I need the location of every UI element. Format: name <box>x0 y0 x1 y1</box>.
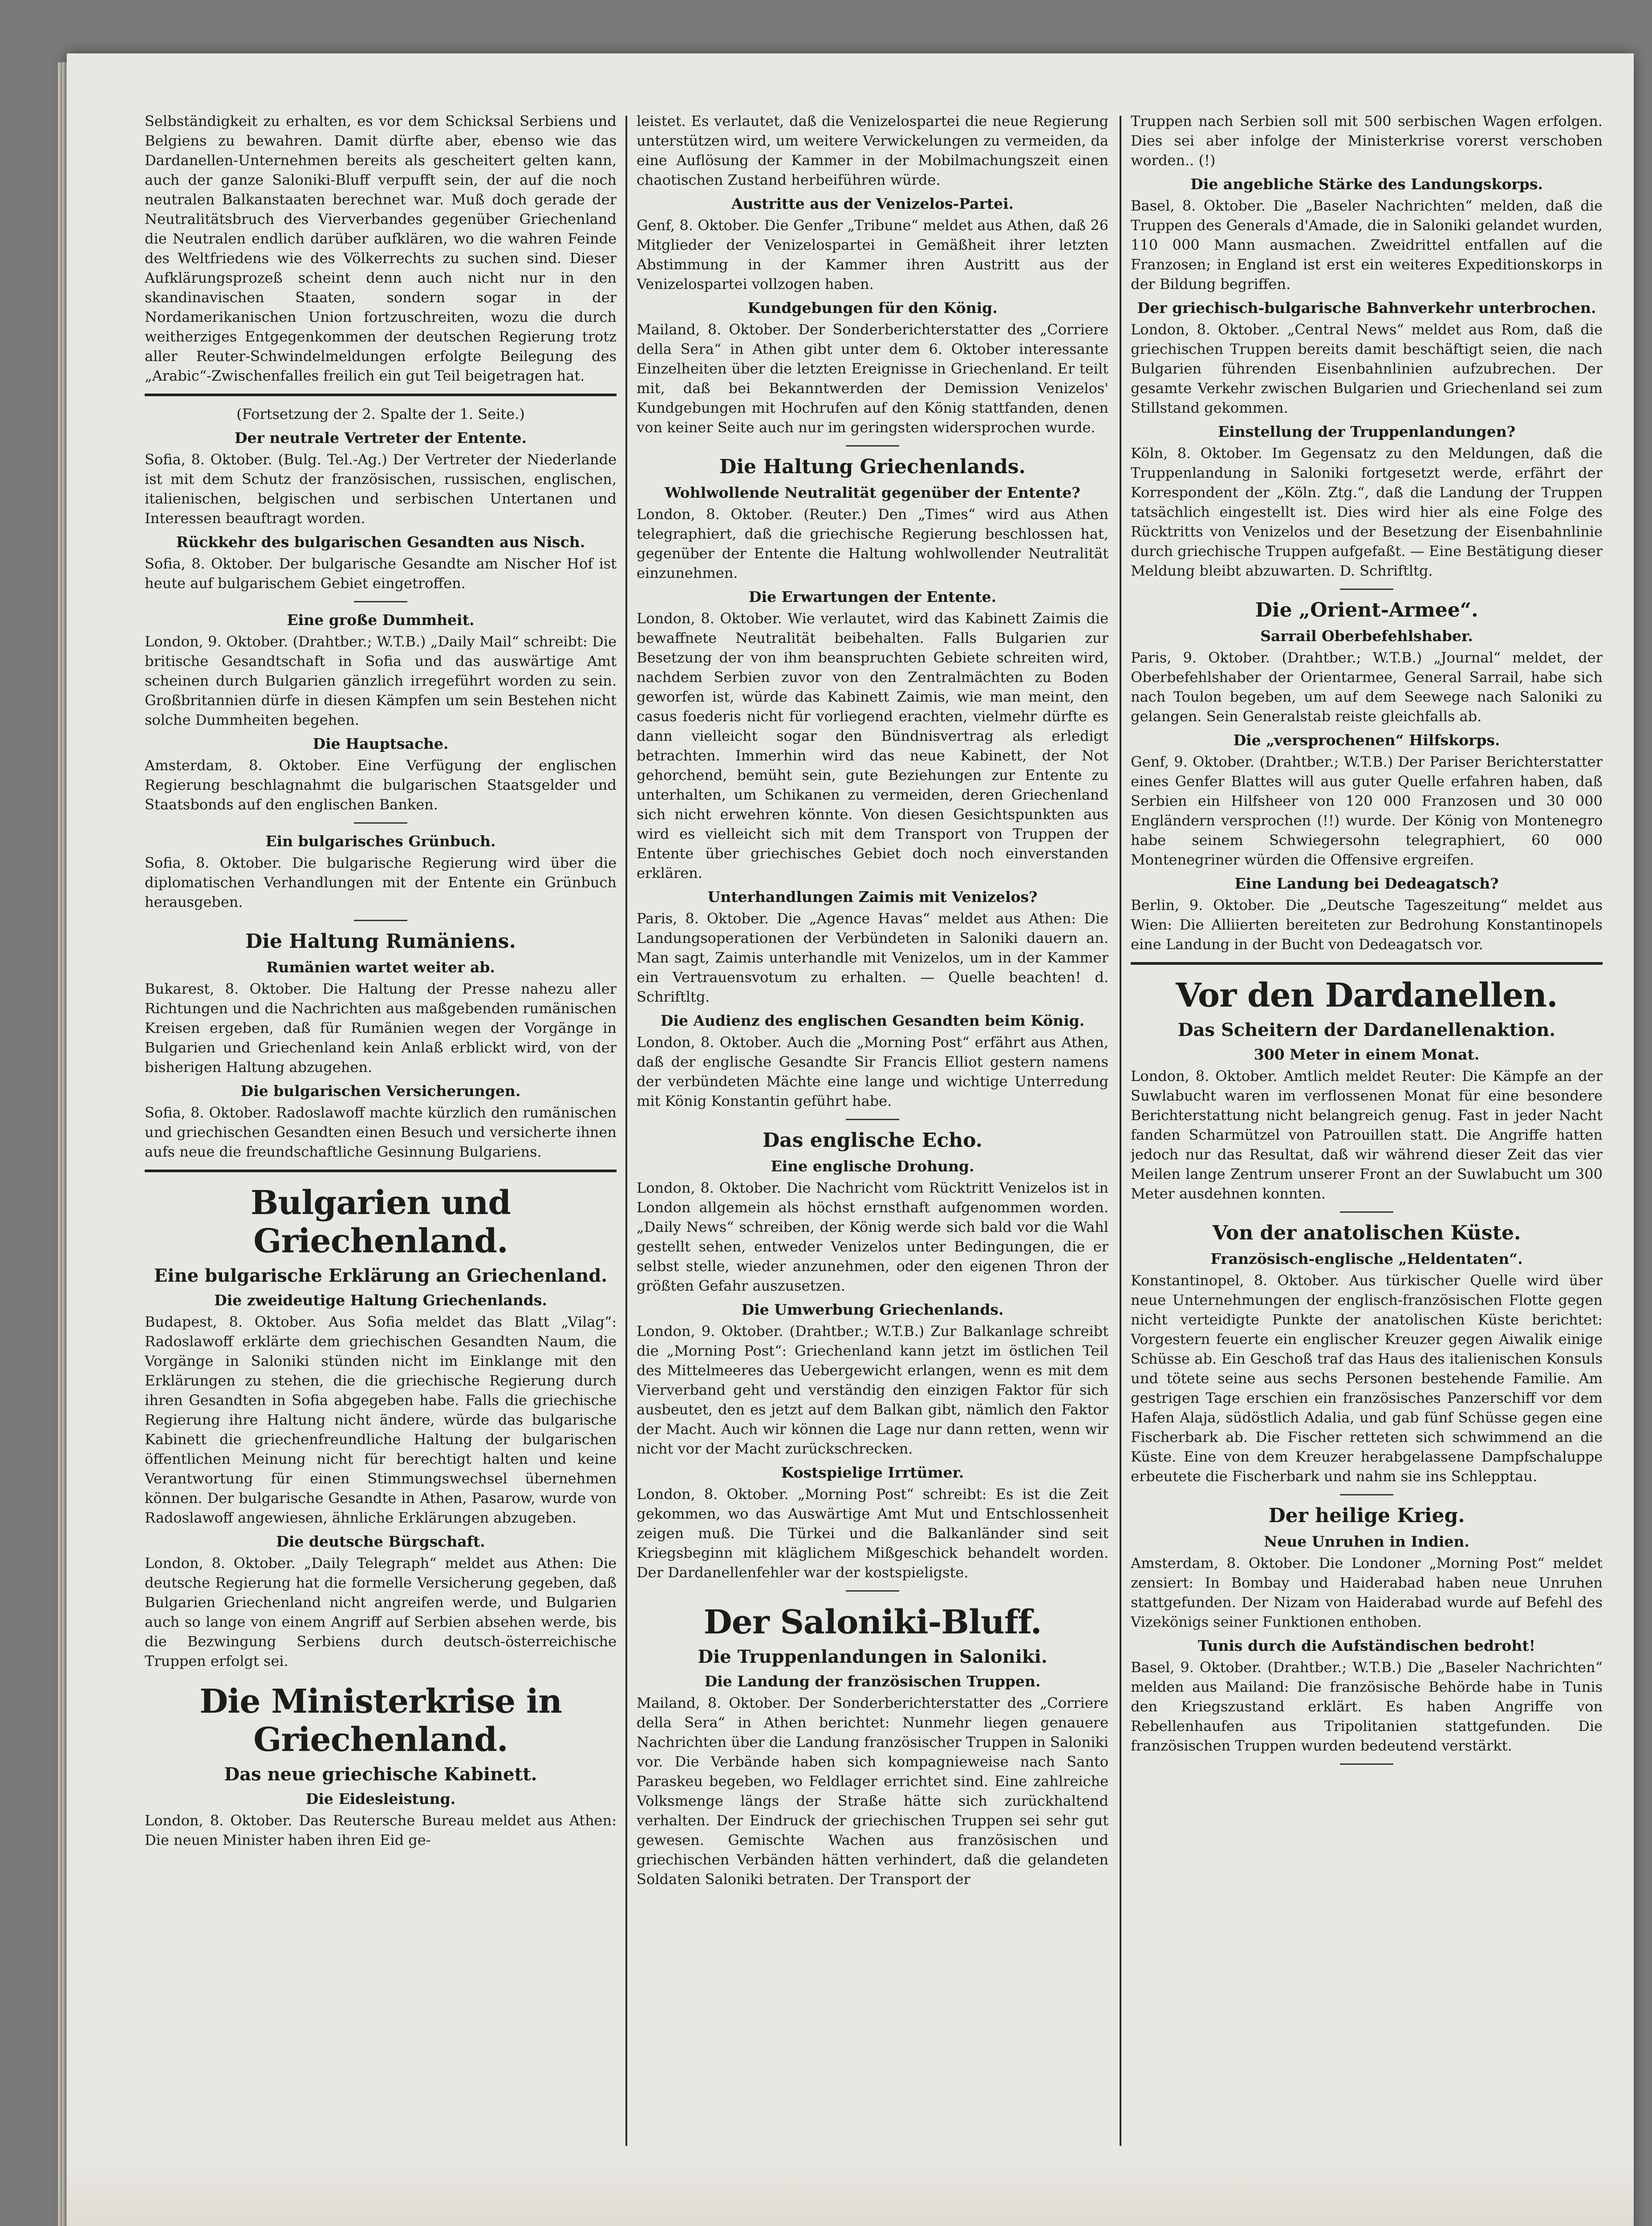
article-paragraph: Berlin, 9. Oktober. Die „Deutsche Tageszeitung“ meldet aus Wien: Die Alliierten bereiteten zur Bedrohung Konstantinopels eine Landung in der Bucht von Dedeagatsch vor. <box>1131 897 1603 953</box>
article-subheading: Der griechisch-bulgarische Bahnverkehr unterbrochen. <box>1137 299 1596 317</box>
article-paragraph: Basel, 9. Oktober. (Drahtber.; W.T.B.) Die „Baseler Nachrichten“ melden aus Mailand: Die französische Behörde habe in Tunis den Kriegszustand erklärt. Es haben Angriffe von Rebellenhaufen aus Tripolitanien stattgefunden. Die französischen Truppen wurden bedeutend verstärkt. <box>1131 1659 1603 1754</box>
headline-subtitle: Die Truppenlandungen in Saloniki. <box>698 1646 1047 1667</box>
section-heading: Der heilige Krieg. <box>1268 1504 1465 1527</box>
article-subheading: Kostspielige Irrtümer. <box>781 1464 964 1481</box>
short-divider <box>1340 1211 1393 1213</box>
article-paragraph: Amsterdam, 8. Oktober. Die Londoner „Morning Post“ meldet zensiert: In Bombay und Haiderabad haben neue Unruhen stattgefunden. Der Nizam von Haiderabad wurde auf Befehl des Vizekönigs seiner Funktionen enthoben. <box>1131 1555 1603 1630</box>
short-divider <box>354 601 407 602</box>
short-divider <box>354 822 407 824</box>
article-subheading: Neue Unruhen in Indien. <box>1264 1533 1469 1550</box>
article-paragraph: Basel, 8. Oktober. Die „Baseler Nachrichten“ melden, daß die Truppen des Generals d'Amade, die in Saloniki gelandet wurden, 110 000 Mann ausmachen. Zweidrittel entfallen auf die Franzosen; in England ist erst ein weiteres Expeditionskorps in der Bildung begriffen. <box>1131 197 1603 292</box>
article-subheading: Tunis durch die Aufständischen bedroht! <box>1197 1637 1536 1654</box>
headline: Bulgarien und Griechenland. <box>250 1184 511 1260</box>
article-paragraph: London, 9. Oktober. (Drahtber.; W.T.B.) „Daily Mail“ schreibt: Die britische Gesandtschaft in Sofia und das auswärtige Amt scheinen durch Bulgarien gänzlich irregeführt worden zu sein. Großbritannien dürfe in diesen Kämpfen um sein Bestehen nicht solche Dummheiten begehen. <box>145 633 617 728</box>
column-rule <box>625 116 627 2146</box>
article-paragraph: Bukarest, 8. Oktober. Die Haltung der Presse nahezu aller Richtungen und die Nachrichten aus maßgebenden rumänischen Kreisen ergeben, daß für Rumänien wegen der Vorgänge in Bulgarien und Griechenland kein Anlaß erblickt wird, von der bisherigen Haltung abzugehen. <box>145 980 617 1076</box>
article-paragraph: Genf, 8. Oktober. Die Genfer „Tribune“ meldet aus Athen, daß 26 Mitglieder der Venizelospartei in Gemäßheit ihrer letzten Abstimmung in der Kammer ihren Austritt aus der Venizelospartei vollzogen haben. <box>637 217 1108 292</box>
article-paragraph: Paris, 8. Oktober. Die „Agence Havas“ meldet aus Athen: Die Landungsoperationen der Verbündeten in Saloniki dauern an. Man sagt, Zaimis unterhandle mit Venizelos, um in der Kammer ein Vertrauensvotum zu erhalten. — Quelle beachten! d. Schriftltg. <box>637 910 1108 1005</box>
article-paragraph: London, 9. Oktober. (Drahtber.; W.T.B.) Zur Balkanlage schreibt die „Morning Post“: Griechenland kann jetzt im östlichen Teil des Mittelmeeres das Uebergewicht erlangen, wenn es mit dem Vierverband geht und verständig den einzigen Faktor für sich ausbeutet, den es jetzt auf dem Balkan gibt, nämlich den Faktor der Macht. Auch wir können die Lage nur dann retten, wenn wir nicht vor der Macht zurückschrecken. <box>637 1323 1108 1457</box>
article-subheading: Französisch-englische „Heldentaten“. <box>1210 1250 1523 1267</box>
article-paragraph: Sofia, 8. Oktober. Radoslawoff machte kürzlich den rumänischen und griechischen Gesandten einen Besuch und versicherte ihnen aufs neue die freundschaftliche Gesinnung Bulgariens. <box>145 1104 617 1160</box>
article-paragraph: London, 8. Oktober. Auch die „Morning Post“ erfährt aus Athen, daß der englische Gesandte Sir Francis Elliot gestern namens der verbündeten Mächte eine lange und wichtige Unterredung mit König Konstantin geführt habe. <box>637 1034 1108 1109</box>
short-divider <box>1340 589 1393 590</box>
section-heading: Die Haltung Griechenlands. <box>719 455 1026 478</box>
article-subheading: Eine englische Drohung. <box>771 1158 974 1175</box>
column-rule <box>1120 116 1121 2146</box>
article-paragraph: leistet. Es verlautet, daß die Venizelospartei die neue Regierung unterstützen wird, um weitere Verwickelungen zu vermeiden, da eine Auflösung der Kammer in der Mobilmachungszeit einen chaotischen Zustand herbeiführen würde. <box>637 113 1108 188</box>
section-heading: Die „Orient-Armee“. <box>1255 599 1478 621</box>
article-subheading: Einstellung der Truppenlandungen? <box>1218 423 1516 440</box>
article-subheading: Die Landung der französischen Truppen. <box>704 1673 1041 1690</box>
article-paragraph: Sofia, 8. Oktober. (Bulg. Tel.-Ag.) Der Vertreter der Niederlande ist mit dem Schutz der französischen, russischen, englischen, italienischen, belgischen und serbischen Untertanen und Interessen beauftragt worden. <box>145 451 617 527</box>
continuation-note: (Fortsetzung der 2. Spalte der 1. Seite.) <box>236 406 525 422</box>
article-paragraph: Konstantinopel, 8. Oktober. Aus türkischer Quelle wird über neue Unternehmungen der englisch-französischen Flotte gegen nicht verteidigte Punkte der anatolischen Küste berichtet: Vorgestern feuerte ein englischer Kreuzer gegen Aiwalik einige Schüsse ab. Ein Geschoß traf das Haus des italienischen Konsuls und tötete seine aus sechs Personen bestehende Familie. Am gestrigen Tage erschien ein französisches Panzerschiff vor dem Hafen Alaja, südöstlich Adalia, und gab fünf Schüsse gegen eine Fischerbark ab. Die Fischer retteten sich schwimmend an die Küste. Eine von dem Kreuzer herabgelassene Dampfschaluppe erbeutete die Fischerbark und nahm sie ins Schlepptau. <box>1131 1272 1603 1485</box>
article-paragraph: Truppen nach Serbien soll mit 500 serbischen Wagen erfolgen. Dies sei aber infolge der Ministerkrise vorerst verschoben worden.. (!) <box>1131 113 1603 169</box>
article-paragraph: Sofia, 8. Oktober. Die bulgarische Regierung wird über die diplomatischen Verhandlungen mit der Entente ein Grünbuch herausgeben. <box>145 854 617 910</box>
article-paragraph: Budapest, 8. Oktober. Aus Sofia meldet das Blatt „Vilag“: Radoslawoff erklärte dem griechischen Gesandten Naum, die Vorgänge in Saloniki stünden nicht im Einklange mit den Erklärungen zu stehen, die die griechische Regierung durch ihren Gesandten in Sofia abgegeben habe. Falls die griechische Regierung ihre Haltung nicht ändere, würde das bulgarische Kabinett die griechenfreundliche Haltung der bulgarischen öffentlichen Meinung nicht für berechtigt halten und keine Verantwortung für einen Stimmungswechsel übernehmen können. Der bulgarische Gesandte in Athen, Pasarow, wurde von Radoslawoff angewiesen, ähnliche Erklärungen abzugeben. <box>145 1313 617 1526</box>
short-divider <box>846 1590 899 1592</box>
article-subheading: Ein bulgarisches Grünbuch. <box>265 833 496 850</box>
headline: Vor den Dardanellen. <box>1176 976 1558 1015</box>
article-subheading: Wohlwollende Neutralität gegenüber der Entente? <box>665 484 1080 501</box>
article-paragraph: Genf, 9. Oktober. (Drahtber.; W.T.B.) Der Pariser Berichterstatter eines Genfer Blattes will aus guter Quelle erfahren haben, daß Serbien ein Hilfsheer von 120 000 Franzosen und 30 000 Engländern versprochen (!!) wurde. Der König von Montenegro habe seinem Schwiegersohn telegraphiert, 60 000 Montenegriner würden die Offensive ergreifen. <box>1131 753 1603 868</box>
article-paragraph: Paris, 9. Oktober. (Drahtber.; W.T.B.) „Journal“ meldet, der Oberbefehlshaber der Orientarmee, General Sarrail, habe sich nach Toulon begeben, um auf dem Seewege nach Saloniki zu gelangen. Sein Generalstab reiste gleichfalls ab. <box>1131 649 1603 725</box>
article-subheading: Die Hauptsache. <box>313 735 449 752</box>
article-paragraph: Amsterdam, 8. Oktober. Eine Verfügung der englischen Regierung beschlagnahmt die bulgarischen Staatsgelder und Staatsbonds auf den englischen Banken. <box>145 757 617 813</box>
article-paragraph: London, 8. Oktober. Amtlich meldet Reuter: Die Kämpfe an der Suwlabucht waren im verflossenen Monat für eine besondere Berichterstattung nicht belangreich genug. Fast in jeder Nacht fanden Scharmützel von Patrouillen statt. Die Angriffe hatten jedoch nur das Resultat, daß wir während dieser Zeit das vier Meilen lange Zentrum unserer Front an der Suwlabucht um 300 Meter ausdehnen konnten. <box>1131 1068 1603 1202</box>
article-paragraph: London, 8. Oktober. „Central News“ meldet aus Rom, daß die griechischen Truppen bereits damit beschäftigt seien, die nach Bulgarien führenden Eisenbahnlinien aufzubrechen. Der gesamte Verkehr zwischen Bulgarien und Griechenland sei zum Stillstand gekommen. <box>1131 321 1603 416</box>
short-divider <box>846 445 899 447</box>
short-divider <box>1340 1763 1393 1765</box>
article-subheading: Rückkehr des bulgarischen Gesandten aus Nisch. <box>176 533 585 551</box>
article-subheading: Die bulgarischen Versicherungen. <box>240 1082 521 1100</box>
article-subheading: Austritte aus der Venizelos-Partei. <box>731 195 1014 212</box>
newspaper-page <box>67 53 1634 2226</box>
section-heading: Von der anatolischen Küste. <box>1212 1222 1521 1244</box>
article-subheading: Die Umwerbung Griechenlands. <box>741 1301 1004 1318</box>
column-1 <box>145 111 617 2159</box>
article-subheading: Unterhandlungen Zaimis mit Venizelos? <box>707 888 1038 906</box>
article-paragraph: London, 8. Oktober. Die Nachricht vom Rücktritt Venizelos ist in London allgemein als höchst ernsthaft aufgenommen worden. „Daily News“ schreiben, der König werde sich bald vor die Wahl gestellt sehen, entweder Venizelos unter Bedingungen, die er selbst stelle, wieder anzunehmen, oder den eigenen Thron der größten Gefahr auszusetzen. <box>637 1179 1108 1294</box>
headline: Der Saloniki-Bluff. <box>703 1603 1042 1641</box>
article-subheading: Eine Landung bei Dedeagatsch? <box>1234 875 1499 892</box>
article-subheading: Die Audienz des englischen Gesandten beim König. <box>660 1012 1085 1029</box>
headline-subtitle: Das neue griechische Kabinett. <box>224 1764 537 1785</box>
section-divider <box>1131 962 1603 965</box>
article-subheading: Sarrail Oberbefehlshaber. <box>1260 627 1473 645</box>
article-paragraph: London, 8. Oktober. „Daily Telegraph“ meldet aus Athen: Die deutsche Regierung hat die formelle Versicherung gegeben, daß Bulgarien Griechenland nicht angreifen werde, und Bulgarien auch so lange von einem Angriff auf Serbien absehen werde, bis die Bezwingung Serbiens durch deutsch-österreichische Truppen erfolgt sei. <box>145 1555 617 1670</box>
column-3 <box>1131 111 1603 2159</box>
section-divider <box>145 1170 617 1172</box>
article-paragraph: Sofia, 8. Oktober. Der bulgarische Gesandte am Nischer Hof ist heute auf bulgarischem Gebiet eingetroffen. <box>145 555 617 592</box>
section-heading: Die Haltung Rumäniens. <box>245 930 516 953</box>
article-paragraph: Mailand, 8. Oktober. Der Sonderberichterstatter des „Corriere della Sera“ in Athen gibt unter dem 6. Oktober interessante Einzelheiten über die letzten Ereignisse in Griechenland. Er teilt mit, daß bei Bekanntwerden der Demission Venizelos' Kundgebungen mit Hochrufen auf den König stattfanden, denen von keiner Seite auch nur im geringsten widersprochen wurde. <box>637 321 1108 436</box>
article-subheading: Der neutrale Vertreter der Entente. <box>234 429 527 447</box>
article-paragraph: Selbständigkeit zu erhalten, es vor dem Schicksal Serbiens und Belgiens zu bewahren. Damit dürfte aber, ebenso wie das Dardanellen-Unternehmen bereits als gescheitert gelten kann, auch der ganze Saloniki-Bluff verpufft sein, der auf die noch neutralen Balkanstaaten berechnet war. Muß doch gerade der Neutralitätsbruch des Vierverbandes gegenüber Griechenland die Neutralen endlich darüber aufklären, wo die wahren Feinde des Weltfriedens wie des Völkerrechts zu suchen sind. Dieser Aufklärungsprozeß scheint denn auch nicht nur in den skandinavischen Staaten, sondern sogar in der Nordamerikanischen Union fortzuschreiten, wozu die durch weitherziges Entgegenkommen der deutschen Regierung trotz aller Reuter-Schwindelmeldungen erfolgte Beilegung des „Arabic“-Zwischenfalles freilich ein gut Teil beigetragen hat. <box>145 113 617 384</box>
article-subheading: Die Eidesleistung. <box>305 1790 456 1808</box>
article-paragraph: Köln, 8. Oktober. Im Gegensatz zu den Meldungen, daß die Truppenlandung in Saloniki fortgesetzt werde, erfährt der Korrespondent der „Köln. Ztg.“, daß die Landung der Truppen tatsächlich eingestellt ist. Dies wird hier als eine Folge des Rücktritts von Venizelos und der Besetzung der Eisenbahnlinie durch griechische Truppen aufgefaßt. — Eine Bestätigung dieser Meldung bleibt abzuwarten. D. Schriftltg. <box>1131 445 1603 579</box>
article-subheading: Eine große Dummheit. <box>287 611 475 629</box>
article-paragraph: Mailand, 8. Oktober. Der Sonderberichterstatter des „Corriere della Sera“ in Athen berichtet: Nunmehr liegen genauere Nachrichten über die Landung französischer Truppen in Saloniki vor. Die Verbände haben sich kompagnieweise nach Santo Paraskeu begeben, wo Feldlager errichtet sind. Eine zahlreiche Volksmenge längs der Straße hätte sich zurückhaltend verhalten. Der Eindruck der griechischen Truppen sei sehr gut gewesen. Gemischte Wachen aus französischen und griechischen Verbänden hätten verhindert, daß die gelandeten Soldaten Saloniki betraten. Der Transport der <box>637 1694 1108 1888</box>
short-divider <box>846 1119 899 1120</box>
column-2 <box>637 111 1108 2159</box>
section-divider <box>145 394 617 396</box>
article-paragraph: London, 8. Oktober. (Reuter.) Den „Times“ wird aus Athen telegraphiert, daß die griechische Regierung beschlossen hat, gegenüber der Entente die Haltung wohlwollender Neutralität einzunehmen. <box>637 506 1108 581</box>
headline-subtitle: Eine bulgarische Erklärung an Griechenland. <box>154 1265 608 1286</box>
article-subheading: Die angebliche Stärke des Landungskorps. <box>1190 175 1543 193</box>
headline: Die Ministerkrise in Griechenland. <box>199 1682 562 1759</box>
article-subheading: Die zweideutige Haltung Griechenlands. <box>214 1292 547 1309</box>
article-paragraph: London, 8. Oktober. Wie verlautet, wird das Kabinett Zaimis die bewaffnete Neutralität beibehalten. Falls Bulgarien zur Besetzung der von ihm beanspruchten Gebiete schreiten wird, nachdem Serbien zuvor von den Zentralmächten zu Boden geworfen ist, würde das Kabinett Zaimis, wie man meint, den casus foederis nicht für vorliegend erachten, vielmehr dürfte es dann vielleicht sogar den Bündnisvertrag als erledigt betrachten. Immerhin wird das neue Kabinett, der Not gehorchend, bemüht sein, gute Beziehungen zur Entente zu unterhalten, um Schikanen zu vermeiden, deren Griechenland sich nicht erwehren könnte. Von diesen Gesichtspunkten aus wird es vielleicht sich mit dem Transport von Truppen der Entente über griechisches Gebiet doch noch einverstanden erklären. <box>637 610 1108 881</box>
article-subheading: Die Erwartungen der Entente. <box>748 588 997 605</box>
article-subheading: 300 Meter in einem Monat. <box>1254 1046 1480 1063</box>
article-paragraph: London, 8. Oktober. „Morning Post“ schreibt: Es ist die Zeit gekommen, wo das Auswärtige Amt Mut und Entschlossenheit zeigen muß. Die Türkei und die Balkanländer sind seit Kriegsbeginn mit kläglichem Mißgeschick behandelt worden. Der Dardanellenfehler war der kostspieligste. <box>637 1486 1108 1581</box>
short-divider <box>1340 1494 1393 1495</box>
page-bottom-margin <box>67 2159 1634 2226</box>
headline-subtitle: Das Scheitern der Dardanellenaktion. <box>1177 1020 1556 1040</box>
article-subheading: Die deutsche Bürgschaft. <box>276 1533 485 1550</box>
article-subheading: Rumänien wartet weiter ab. <box>266 959 495 976</box>
article-subheading: Kundgebungen für den König. <box>747 299 998 317</box>
article-paragraph: London, 8. Oktober. Das Reutersche Bureau meldet aus Athen: Die neuen Minister haben ihren Eid ge- <box>145 1812 617 1848</box>
section-heading: Das englische Echo. <box>762 1129 982 1152</box>
article-subheading: Die „versprochenen“ Hilfskorps. <box>1233 731 1500 749</box>
short-divider <box>354 920 407 921</box>
